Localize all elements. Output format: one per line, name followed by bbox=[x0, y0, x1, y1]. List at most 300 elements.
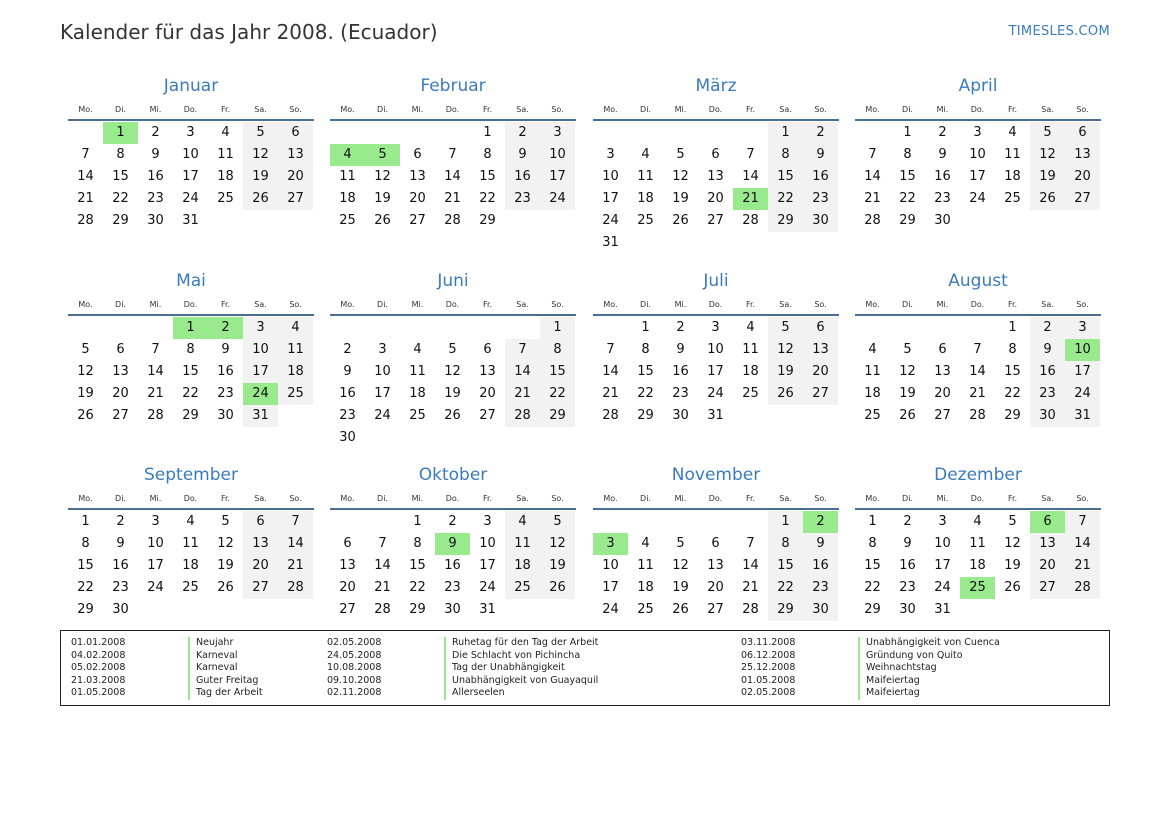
day-cell[interactable]: 5 bbox=[540, 511, 575, 533]
site-link[interactable]: TIMESLES.COM bbox=[1008, 24, 1110, 39]
day-cell[interactable]: 22 bbox=[409, 580, 426, 595]
day-cell[interactable]: 27 bbox=[707, 602, 724, 617]
day-cell[interactable]: 22 bbox=[479, 191, 496, 206]
day-cell[interactable]: 30 bbox=[1030, 405, 1065, 427]
day-cell[interactable]: 3 bbox=[1065, 317, 1100, 339]
day-cell[interactable]: 13 bbox=[1030, 533, 1065, 555]
day-cell[interactable]: 7 bbox=[1065, 511, 1100, 533]
day-cell[interactable]: 30 bbox=[934, 213, 951, 228]
day-cell[interactable]: 22 bbox=[182, 386, 199, 401]
day-cell[interactable]: 23 bbox=[505, 188, 540, 210]
day-cell[interactable]: 25 bbox=[409, 408, 426, 423]
day-cell[interactable]: 3 bbox=[186, 125, 195, 140]
day-cell[interactable]: 22 bbox=[768, 188, 803, 210]
day-cell[interactable]: 2 bbox=[903, 514, 912, 529]
day-cell[interactable]: 10 bbox=[934, 536, 951, 551]
day-cell[interactable]: 5 bbox=[676, 536, 685, 551]
day-cell[interactable]: 9 bbox=[1030, 339, 1065, 361]
day-cell[interactable]: 28 bbox=[742, 213, 759, 228]
day-cell[interactable]: 6 bbox=[803, 317, 838, 339]
day-cell[interactable]: 3 bbox=[606, 147, 615, 162]
day-cell[interactable]: 18 bbox=[505, 555, 540, 577]
day-cell[interactable]: 13 bbox=[479, 364, 496, 379]
day-cell[interactable]: 15 bbox=[77, 558, 94, 573]
day-cell[interactable]: 24 bbox=[374, 408, 391, 423]
day-cell[interactable]: 1 bbox=[413, 514, 422, 529]
day-cell[interactable]: 1 bbox=[768, 122, 803, 144]
day-cell[interactable]: 21 bbox=[278, 555, 313, 577]
day-cell[interactable]: 12 bbox=[768, 339, 803, 361]
day-cell[interactable]: 13 bbox=[112, 364, 129, 379]
holiday-day-cell[interactable]: 1 bbox=[173, 317, 208, 339]
day-cell[interactable]: 8 bbox=[903, 147, 912, 162]
day-cell[interactable]: 29 bbox=[540, 405, 575, 427]
holiday-day-cell[interactable]: 4 bbox=[330, 144, 365, 166]
day-cell[interactable]: 12 bbox=[540, 533, 575, 555]
day-cell[interactable]: 6 bbox=[413, 147, 422, 162]
day-cell[interactable]: 15 bbox=[112, 169, 129, 184]
day-cell[interactable]: 12 bbox=[1004, 536, 1021, 551]
day-cell[interactable]: 9 bbox=[938, 147, 947, 162]
day-cell[interactable]: 23 bbox=[803, 577, 838, 599]
day-cell[interactable]: 16 bbox=[803, 166, 838, 188]
day-cell[interactable]: 22 bbox=[899, 191, 916, 206]
day-cell[interactable]: 14 bbox=[278, 533, 313, 555]
day-cell[interactable]: 18 bbox=[1004, 169, 1021, 184]
day-cell[interactable]: 22 bbox=[637, 386, 654, 401]
day-cell[interactable]: 16 bbox=[339, 386, 356, 401]
day-cell[interactable]: 27 bbox=[278, 188, 313, 210]
day-cell[interactable]: 7 bbox=[973, 342, 982, 357]
day-cell[interactable]: 4 bbox=[641, 536, 650, 551]
day-cell[interactable]: 11 bbox=[969, 536, 986, 551]
day-cell[interactable]: 22 bbox=[1004, 386, 1021, 401]
day-cell[interactable]: 6 bbox=[1065, 122, 1100, 144]
day-cell[interactable]: 4 bbox=[973, 514, 982, 529]
day-cell[interactable]: 13 bbox=[339, 558, 356, 573]
day-cell[interactable]: 8 bbox=[81, 536, 90, 551]
day-cell[interactable]: 18 bbox=[217, 169, 234, 184]
day-cell[interactable]: 6 bbox=[711, 536, 720, 551]
day-cell[interactable]: 9 bbox=[343, 364, 352, 379]
day-cell[interactable]: 20 bbox=[278, 166, 313, 188]
day-cell[interactable]: 19 bbox=[374, 191, 391, 206]
day-cell[interactable]: 17 bbox=[182, 169, 199, 184]
day-cell[interactable]: 28 bbox=[602, 408, 619, 423]
day-cell[interactable]: 29 bbox=[77, 602, 94, 617]
day-cell[interactable]: 24 bbox=[602, 213, 619, 228]
day-cell[interactable]: 9 bbox=[803, 533, 838, 555]
day-cell[interactable]: 19 bbox=[540, 555, 575, 577]
day-cell[interactable]: 17 bbox=[479, 558, 496, 573]
day-cell[interactable]: 10 bbox=[243, 339, 278, 361]
day-cell[interactable]: 18 bbox=[409, 386, 426, 401]
day-cell[interactable]: 27 bbox=[803, 383, 838, 405]
day-cell[interactable]: 16 bbox=[672, 364, 689, 379]
day-cell[interactable]: 27 bbox=[339, 602, 356, 617]
day-cell[interactable]: 24 bbox=[147, 580, 164, 595]
holiday-day-cell[interactable]: 1 bbox=[103, 122, 138, 144]
day-cell[interactable]: 16 bbox=[1030, 361, 1065, 383]
day-cell[interactable]: 24 bbox=[969, 191, 986, 206]
day-cell[interactable]: 5 bbox=[448, 342, 457, 357]
day-cell[interactable]: 24 bbox=[1065, 383, 1100, 405]
day-cell[interactable]: 11 bbox=[278, 339, 313, 361]
day-cell[interactable]: 2 bbox=[676, 320, 685, 335]
day-cell[interactable]: 29 bbox=[768, 599, 803, 621]
day-cell[interactable]: 12 bbox=[77, 364, 94, 379]
day-cell[interactable]: 11 bbox=[409, 364, 426, 379]
day-cell[interactable]: 3 bbox=[378, 342, 387, 357]
day-cell[interactable]: 26 bbox=[768, 383, 803, 405]
day-cell[interactable]: 17 bbox=[969, 169, 986, 184]
day-cell[interactable]: 28 bbox=[505, 405, 540, 427]
day-cell[interactable]: 25 bbox=[637, 602, 654, 617]
day-cell[interactable]: 31 bbox=[707, 408, 724, 423]
day-cell[interactable]: 25 bbox=[1004, 191, 1021, 206]
day-cell[interactable]: 8 bbox=[186, 342, 195, 357]
day-cell[interactable]: 22 bbox=[768, 577, 803, 599]
day-cell[interactable]: 2 bbox=[116, 514, 125, 529]
day-cell[interactable]: 30 bbox=[339, 430, 356, 445]
day-cell[interactable]: 9 bbox=[151, 147, 160, 162]
day-cell[interactable]: 28 bbox=[864, 213, 881, 228]
day-cell[interactable]: 15 bbox=[768, 166, 803, 188]
day-cell[interactable]: 28 bbox=[742, 602, 759, 617]
day-cell[interactable]: 5 bbox=[903, 342, 912, 357]
day-cell[interactable]: 15 bbox=[637, 364, 654, 379]
day-cell[interactable]: 25 bbox=[505, 577, 540, 599]
day-cell[interactable]: 2 bbox=[151, 125, 160, 140]
day-cell[interactable]: 29 bbox=[899, 213, 916, 228]
day-cell[interactable]: 10 bbox=[182, 147, 199, 162]
day-cell[interactable]: 12 bbox=[444, 364, 461, 379]
day-cell[interactable]: 30 bbox=[112, 602, 129, 617]
day-cell[interactable]: 5 bbox=[243, 122, 278, 144]
day-cell[interactable]: 26 bbox=[374, 213, 391, 228]
day-cell[interactable]: 15 bbox=[1004, 364, 1021, 379]
day-cell[interactable]: 17 bbox=[1065, 361, 1100, 383]
holiday-day-cell[interactable]: 3 bbox=[593, 533, 628, 555]
day-cell[interactable]: 10 bbox=[969, 147, 986, 162]
day-cell[interactable]: 24 bbox=[602, 602, 619, 617]
day-cell[interactable]: 5 bbox=[768, 317, 803, 339]
day-cell[interactable]: 30 bbox=[217, 408, 234, 423]
day-cell[interactable]: 10 bbox=[540, 144, 575, 166]
day-cell[interactable]: 30 bbox=[147, 213, 164, 228]
day-cell[interactable]: 6 bbox=[278, 122, 313, 144]
day-cell[interactable]: 18 bbox=[182, 558, 199, 573]
day-cell[interactable]: 12 bbox=[672, 169, 689, 184]
day-cell[interactable]: 1 bbox=[483, 125, 492, 140]
day-cell[interactable]: 16 bbox=[899, 558, 916, 573]
day-cell[interactable]: 21 bbox=[147, 386, 164, 401]
day-cell[interactable]: 24 bbox=[540, 188, 575, 210]
day-cell[interactable]: 5 bbox=[676, 147, 685, 162]
day-cell[interactable]: 6 bbox=[938, 342, 947, 357]
day-cell[interactable]: 21 bbox=[1065, 555, 1100, 577]
day-cell[interactable]: 1 bbox=[768, 511, 803, 533]
day-cell[interactable]: 17 bbox=[147, 558, 164, 573]
day-cell[interactable]: 30 bbox=[672, 408, 689, 423]
day-cell[interactable]: 23 bbox=[112, 580, 129, 595]
day-cell[interactable]: 16 bbox=[444, 558, 461, 573]
day-cell[interactable]: 26 bbox=[243, 188, 278, 210]
day-cell[interactable]: 20 bbox=[1030, 555, 1065, 577]
day-cell[interactable]: 13 bbox=[1065, 144, 1100, 166]
day-cell[interactable]: 28 bbox=[278, 577, 313, 599]
day-cell[interactable]: 13 bbox=[243, 533, 278, 555]
day-cell[interactable]: 10 bbox=[479, 536, 496, 551]
day-cell[interactable]: 15 bbox=[409, 558, 426, 573]
day-cell[interactable]: 14 bbox=[505, 361, 540, 383]
day-cell[interactable]: 14 bbox=[742, 558, 759, 573]
holiday-day-cell[interactable]: 10 bbox=[1065, 339, 1100, 361]
day-cell[interactable]: 31 bbox=[243, 405, 278, 427]
day-cell[interactable]: 14 bbox=[1065, 533, 1100, 555]
day-cell[interactable]: 25 bbox=[742, 386, 759, 401]
day-cell[interactable]: 14 bbox=[742, 169, 759, 184]
day-cell[interactable]: 4 bbox=[641, 147, 650, 162]
day-cell[interactable]: 2 bbox=[505, 122, 540, 144]
day-cell[interactable]: 16 bbox=[505, 166, 540, 188]
day-cell[interactable]: 26 bbox=[1004, 580, 1021, 595]
day-cell[interactable]: 19 bbox=[243, 166, 278, 188]
day-cell[interactable]: 27 bbox=[1065, 188, 1100, 210]
day-cell[interactable]: 11 bbox=[864, 364, 881, 379]
day-cell[interactable]: 10 bbox=[374, 364, 391, 379]
day-cell[interactable]: 24 bbox=[479, 580, 496, 595]
day-cell[interactable]: 14 bbox=[147, 364, 164, 379]
day-cell[interactable]: 13 bbox=[278, 144, 313, 166]
day-cell[interactable]: 10 bbox=[707, 342, 724, 357]
day-cell[interactable]: 21 bbox=[77, 191, 94, 206]
day-cell[interactable]: 31 bbox=[602, 235, 619, 250]
day-cell[interactable]: 15 bbox=[899, 169, 916, 184]
day-cell[interactable]: 5 bbox=[1030, 122, 1065, 144]
day-cell[interactable]: 11 bbox=[182, 536, 199, 551]
day-cell[interactable]: 18 bbox=[278, 361, 313, 383]
holiday-day-cell[interactable]: 2 bbox=[208, 317, 243, 339]
day-cell[interactable]: 13 bbox=[409, 169, 426, 184]
day-cell[interactable]: 20 bbox=[803, 361, 838, 383]
day-cell[interactable]: 29 bbox=[1004, 408, 1021, 423]
holiday-day-cell[interactable]: 5 bbox=[365, 144, 400, 166]
day-cell[interactable]: 3 bbox=[151, 514, 160, 529]
day-cell[interactable]: 26 bbox=[77, 408, 94, 423]
day-cell[interactable]: 18 bbox=[742, 364, 759, 379]
day-cell[interactable]: 8 bbox=[540, 339, 575, 361]
day-cell[interactable]: 26 bbox=[444, 408, 461, 423]
day-cell[interactable]: 10 bbox=[147, 536, 164, 551]
day-cell[interactable]: 23 bbox=[217, 386, 234, 401]
day-cell[interactable]: 1 bbox=[903, 125, 912, 140]
day-cell[interactable]: 6 bbox=[343, 536, 352, 551]
day-cell[interactable]: 5 bbox=[1008, 514, 1017, 529]
day-cell[interactable]: 6 bbox=[116, 342, 125, 357]
day-cell[interactable]: 23 bbox=[803, 188, 838, 210]
day-cell[interactable]: 1 bbox=[868, 514, 877, 529]
day-cell[interactable]: 10 bbox=[602, 558, 619, 573]
day-cell[interactable]: 26 bbox=[540, 577, 575, 599]
day-cell[interactable]: 26 bbox=[217, 580, 234, 595]
day-cell[interactable]: 19 bbox=[217, 558, 234, 573]
day-cell[interactable]: 22 bbox=[864, 580, 881, 595]
day-cell[interactable]: 20 bbox=[934, 386, 951, 401]
day-cell[interactable]: 19 bbox=[1030, 166, 1065, 188]
day-cell[interactable]: 12 bbox=[899, 364, 916, 379]
day-cell[interactable]: 10 bbox=[602, 169, 619, 184]
day-cell[interactable]: 19 bbox=[444, 386, 461, 401]
day-cell[interactable]: 21 bbox=[505, 383, 540, 405]
day-cell[interactable]: 12 bbox=[217, 536, 234, 551]
day-cell[interactable]: 29 bbox=[112, 213, 129, 228]
day-cell[interactable]: 27 bbox=[1030, 577, 1065, 599]
day-cell[interactable]: 30 bbox=[803, 210, 838, 232]
day-cell[interactable]: 19 bbox=[672, 191, 689, 206]
day-cell[interactable]: 17 bbox=[243, 361, 278, 383]
day-cell[interactable]: 7 bbox=[606, 342, 615, 357]
day-cell[interactable]: 27 bbox=[112, 408, 129, 423]
day-cell[interactable]: 27 bbox=[934, 408, 951, 423]
day-cell[interactable]: 25 bbox=[182, 580, 199, 595]
day-cell[interactable]: 8 bbox=[641, 342, 650, 357]
day-cell[interactable]: 15 bbox=[479, 169, 496, 184]
day-cell[interactable]: 2 bbox=[803, 122, 838, 144]
day-cell[interactable]: 4 bbox=[505, 511, 540, 533]
day-cell[interactable]: 15 bbox=[182, 364, 199, 379]
day-cell[interactable]: 31 bbox=[479, 602, 496, 617]
day-cell[interactable]: 13 bbox=[934, 364, 951, 379]
day-cell[interactable]: 6 bbox=[483, 342, 492, 357]
day-cell[interactable]: 4 bbox=[746, 320, 755, 335]
day-cell[interactable]: 23 bbox=[339, 408, 356, 423]
day-cell[interactable]: 14 bbox=[374, 558, 391, 573]
day-cell[interactable]: 15 bbox=[864, 558, 881, 573]
day-cell[interactable]: 1 bbox=[641, 320, 650, 335]
day-cell[interactable]: 21 bbox=[444, 191, 461, 206]
day-cell[interactable]: 27 bbox=[243, 577, 278, 599]
day-cell[interactable]: 11 bbox=[1004, 147, 1021, 162]
day-cell[interactable]: 13 bbox=[803, 339, 838, 361]
day-cell[interactable]: 12 bbox=[243, 144, 278, 166]
day-cell[interactable]: 31 bbox=[934, 602, 951, 617]
day-cell[interactable]: 26 bbox=[672, 602, 689, 617]
day-cell[interactable]: 19 bbox=[768, 361, 803, 383]
day-cell[interactable]: 26 bbox=[672, 213, 689, 228]
day-cell[interactable]: 9 bbox=[505, 144, 540, 166]
day-cell[interactable]: 20 bbox=[243, 555, 278, 577]
day-cell[interactable]: 8 bbox=[483, 147, 492, 162]
day-cell[interactable]: 16 bbox=[803, 555, 838, 577]
day-cell[interactable]: 28 bbox=[1065, 577, 1100, 599]
day-cell[interactable]: 30 bbox=[899, 602, 916, 617]
holiday-day-cell[interactable]: 6 bbox=[1030, 511, 1065, 533]
day-cell[interactable]: 29 bbox=[637, 408, 654, 423]
day-cell[interactable]: 23 bbox=[444, 580, 461, 595]
day-cell[interactable]: 20 bbox=[707, 191, 724, 206]
day-cell[interactable]: 20 bbox=[112, 386, 129, 401]
holiday-day-cell[interactable]: 24 bbox=[243, 383, 278, 405]
day-cell[interactable]: 9 bbox=[221, 342, 230, 357]
day-cell[interactable]: 4 bbox=[413, 342, 422, 357]
day-cell[interactable]: 7 bbox=[746, 147, 755, 162]
day-cell[interactable]: 31 bbox=[1065, 405, 1100, 427]
day-cell[interactable]: 30 bbox=[444, 602, 461, 617]
day-cell[interactable]: 14 bbox=[444, 169, 461, 184]
day-cell[interactable]: 28 bbox=[374, 602, 391, 617]
day-cell[interactable]: 16 bbox=[112, 558, 129, 573]
day-cell[interactable]: 4 bbox=[186, 514, 195, 529]
day-cell[interactable]: 7 bbox=[448, 147, 457, 162]
day-cell[interactable]: 19 bbox=[1004, 558, 1021, 573]
day-cell[interactable]: 7 bbox=[505, 339, 540, 361]
day-cell[interactable]: 7 bbox=[278, 511, 313, 533]
day-cell[interactable]: 1 bbox=[540, 317, 575, 339]
day-cell[interactable]: 31 bbox=[182, 213, 199, 228]
day-cell[interactable]: 24 bbox=[707, 386, 724, 401]
day-cell[interactable]: 17 bbox=[707, 364, 724, 379]
day-cell[interactable]: 28 bbox=[77, 213, 94, 228]
day-cell[interactable]: 23 bbox=[899, 580, 916, 595]
day-cell[interactable]: 25 bbox=[217, 191, 234, 206]
day-cell[interactable]: 16 bbox=[934, 169, 951, 184]
day-cell[interactable]: 23 bbox=[147, 191, 164, 206]
day-cell[interactable]: 23 bbox=[672, 386, 689, 401]
day-cell[interactable]: 8 bbox=[116, 147, 125, 162]
holiday-day-cell[interactable]: 2 bbox=[803, 511, 838, 533]
day-cell[interactable]: 4 bbox=[1008, 125, 1017, 140]
day-cell[interactable]: 28 bbox=[969, 408, 986, 423]
day-cell[interactable]: 18 bbox=[637, 191, 654, 206]
day-cell[interactable]: 29 bbox=[768, 210, 803, 232]
day-cell[interactable]: 21 bbox=[969, 386, 986, 401]
day-cell[interactable]: 14 bbox=[77, 169, 94, 184]
day-cell[interactable]: 25 bbox=[278, 383, 313, 405]
day-cell[interactable]: 2 bbox=[343, 342, 352, 357]
day-cell[interactable]: 29 bbox=[409, 602, 426, 617]
day-cell[interactable]: 4 bbox=[221, 125, 230, 140]
day-cell[interactable]: 5 bbox=[81, 342, 90, 357]
day-cell[interactable]: 2 bbox=[448, 514, 457, 529]
day-cell[interactable]: 8 bbox=[768, 144, 803, 166]
day-cell[interactable]: 23 bbox=[934, 191, 951, 206]
day-cell[interactable]: 13 bbox=[707, 169, 724, 184]
day-cell[interactable]: 22 bbox=[540, 383, 575, 405]
day-cell[interactable]: 11 bbox=[339, 169, 356, 184]
day-cell[interactable]: 8 bbox=[768, 533, 803, 555]
day-cell[interactable]: 23 bbox=[1030, 383, 1065, 405]
day-cell[interactable]: 29 bbox=[864, 602, 881, 617]
day-cell[interactable]: 21 bbox=[374, 580, 391, 595]
day-cell[interactable]: 13 bbox=[707, 558, 724, 573]
day-cell[interactable]: 19 bbox=[899, 386, 916, 401]
day-cell[interactable]: 12 bbox=[1030, 144, 1065, 166]
day-cell[interactable]: 4 bbox=[278, 317, 313, 339]
day-cell[interactable]: 18 bbox=[969, 558, 986, 573]
day-cell[interactable]: 21 bbox=[864, 191, 881, 206]
day-cell[interactable]: 21 bbox=[602, 386, 619, 401]
day-cell[interactable]: 16 bbox=[147, 169, 164, 184]
day-cell[interactable]: 1 bbox=[81, 514, 90, 529]
day-cell[interactable]: 6 bbox=[711, 147, 720, 162]
day-cell[interactable]: 19 bbox=[672, 580, 689, 595]
day-cell[interactable]: 5 bbox=[221, 514, 230, 529]
day-cell[interactable]: 15 bbox=[540, 361, 575, 383]
day-cell[interactable]: 27 bbox=[479, 408, 496, 423]
day-cell[interactable]: 8 bbox=[1008, 342, 1017, 357]
day-cell[interactable]: 14 bbox=[602, 364, 619, 379]
